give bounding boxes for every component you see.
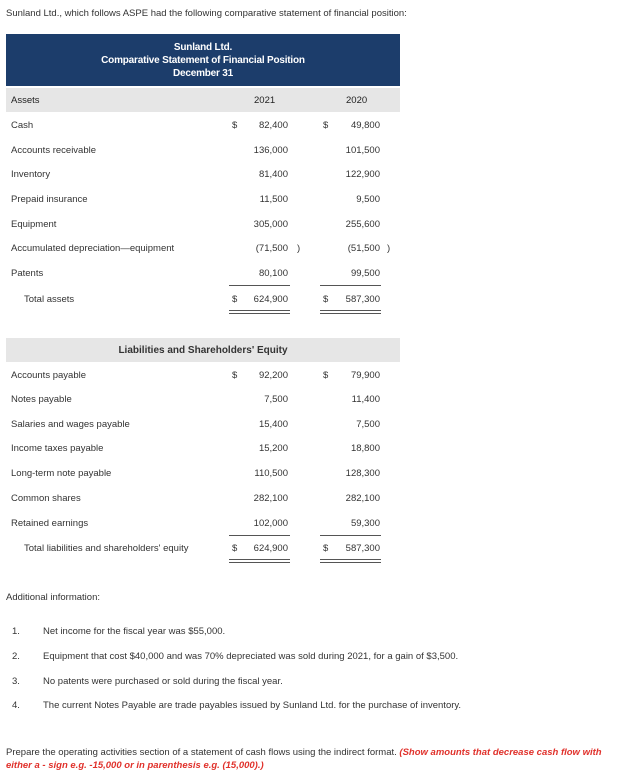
prior-value: 99,500 [350,268,380,279]
note-number: 1. [12,626,20,637]
current-value: (71,500 [255,243,288,254]
current-value: 110,500 [254,468,288,479]
prior-value: 59,300 [350,518,380,529]
current-value: 102,000 [253,518,288,529]
current-value: 81,400 [258,169,288,180]
currency-symbol: $ [323,370,329,381]
prior-value: 7,500 [356,419,380,430]
current-value: 92,200 [258,370,288,381]
statement-date: December 31 [172,68,234,79]
currency-symbol: $ [232,370,238,381]
prior-value: 101,500 [345,145,380,156]
row-label: Prepaid insurance [11,194,88,205]
prior-value: (51,500 [347,243,380,254]
row-label: Equipment [11,219,57,230]
note-number: 2. [12,651,20,662]
subtotal-underline [320,285,381,286]
subtotal-underline [320,535,381,536]
note-number: 4. [12,700,20,711]
total-assets-label: Total assets [24,294,75,305]
currency-symbol: $ [232,543,238,554]
prior-value: 49,800 [350,120,380,131]
current-value: 82,400 [258,120,288,131]
currency-symbol: $ [232,120,238,131]
prior-value: 255,600 [345,219,380,230]
row-label: Accounts payable [11,370,86,381]
subtotal-underline [229,285,290,286]
intro-text: Sunland Ltd., which follows ASPE had the following comparative statement of financial position: [6,8,407,19]
row-label: Salaries and wages payable [11,419,130,430]
note-text: No patents were purchased or sold during the fiscal year. [43,676,283,687]
current-value: 15,400 [258,419,288,430]
current-value: 136,000 [253,145,288,156]
company-name: Sunland Ltd. [173,42,233,53]
row-label: Long-term note payable [11,468,112,479]
additional-info-heading: Additional information: [6,592,100,603]
row-label: Cash [11,120,34,131]
currency-symbol: $ [323,294,329,305]
row-label: Inventory [11,169,51,180]
closing-parenthesis: ) [297,243,301,254]
total-liabilities-prior: 587,300 [345,543,380,554]
liabilities-heading: Liabilities and Shareholders' Equity [118,345,288,356]
prompt-text: Prepare the operating activities section of a statement of cash flows using the indirect format. [6,747,400,758]
row-label: Patents [11,268,44,279]
statement-title: Comparative Statement of Financial Position [101,55,305,66]
prior-value: 18,800 [350,443,380,454]
current-value: 15,200 [258,443,288,454]
prior-value: 128,300 [345,468,380,479]
total-double-underline [320,310,381,314]
currency-symbol: $ [323,543,329,554]
total-liabilities-current: 624,900 [253,543,288,554]
currency-symbol: $ [232,294,238,305]
total-assets-current: 624,900 [253,294,288,305]
row-label: Accumulated depreciation—equipment [11,243,175,254]
assets-header-band [6,88,400,112]
total-double-underline [229,559,290,563]
prior-value: 122,900 [345,169,380,180]
row-label: Common shares [11,493,81,504]
prior-year-heading: 2020 [346,95,368,106]
current-value: 305,000 [253,219,288,230]
total-assets-prior: 587,300 [345,294,380,305]
total-double-underline [320,559,381,563]
current-value: 80,100 [258,268,288,279]
question-prompt [6,746,618,772]
note-text: Net income for the fiscal year was $55,000. [43,626,226,637]
current-value: 7,500 [264,394,288,405]
prior-value: 79,900 [350,370,380,381]
total-double-underline [229,310,290,314]
total-liabilities-label: Total liabilities and shareholders' equity [24,543,189,554]
row-label: Income taxes payable [11,443,104,454]
assets-heading: Assets [11,95,40,106]
prompt-emphasis: (Show amounts that decrease cash flow with either a - sign e.g. -15,000 or in parenthesis e.g. (15,000).) [6,747,602,771]
note-text: The current Notes Payable are trade payables issued by Sunland Ltd. for the purchase of inventory. [43,700,462,711]
note-text: Equipment that cost $40,000 and was 70% depreciated was sold during 2021, for a gain of $3,500. [43,651,459,662]
currency-symbol: $ [323,120,329,131]
subtotal-underline [229,535,290,536]
statement-header [6,34,400,86]
prior-value: 11,400 [351,394,380,405]
row-label: Retained earnings [11,518,89,529]
prior-value: 282,100 [345,493,380,504]
note-number: 3. [12,676,20,687]
row-label: Notes payable [11,394,72,405]
row-label: Accounts receivable [11,145,97,156]
current-value: 282,100 [253,493,288,504]
closing-parenthesis: ) [387,243,391,254]
current-year-heading: 2021 [254,95,276,106]
current-value: 11,500 [259,194,288,205]
prior-value: 9,500 [356,194,380,205]
